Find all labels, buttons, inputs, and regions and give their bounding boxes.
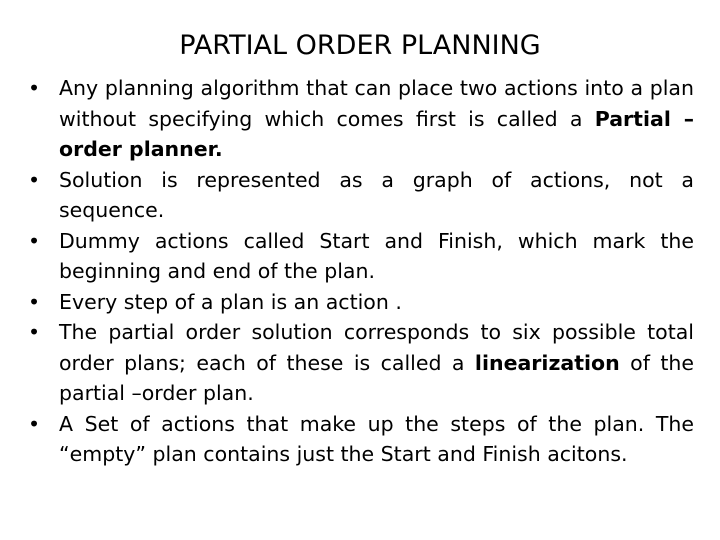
bullet-bold-text: linearization <box>474 350 620 375</box>
bullet-dot-icon: • <box>28 320 41 344</box>
bullet-text: Any planning algorithm that can place two actions into a plan without specifying which comes first is called a <box>59 76 694 131</box>
bullet-text: Dummy actions called Start and Finish, which mark the beginning and end of the plan. <box>59 228 694 283</box>
slide-title: PARTIAL ORDER PLANNING <box>179 30 541 61</box>
bullet-text: The partial order solution corresponds to six possible total order plans; each of these is called a <box>59 320 694 375</box>
bullet-text: Every step of a plan is an action . <box>59 289 402 314</box>
bullet-item-6 <box>28 409 694 470</box>
bullet-item-3 <box>28 226 694 287</box>
bullet-dot-icon: • <box>28 411 41 436</box>
bullet-item-1 <box>28 73 694 165</box>
bullet-dot-icon: • <box>28 76 41 100</box>
bullet-dot-icon: • <box>28 289 41 314</box>
bullet-text: Solution is represented as a graph of actions, not a sequence. <box>59 167 694 222</box>
bullet-dot-icon: • <box>28 228 41 253</box>
bullet-dot-icon: • <box>28 167 41 192</box>
bullet-item-2 <box>28 165 694 226</box>
bullet-text: A Set of actions that make up the steps of the plan. The “empty” plan contains just the Start and Finish acitons. <box>59 411 694 466</box>
bullet-item-5 <box>28 317 694 409</box>
bullet-bold-text: Partial –order planner. <box>59 106 694 161</box>
bullet-text-after: of the partial –order plan. <box>59 350 694 405</box>
bullet-list <box>28 73 694 470</box>
bullet-item-4 <box>28 287 694 318</box>
